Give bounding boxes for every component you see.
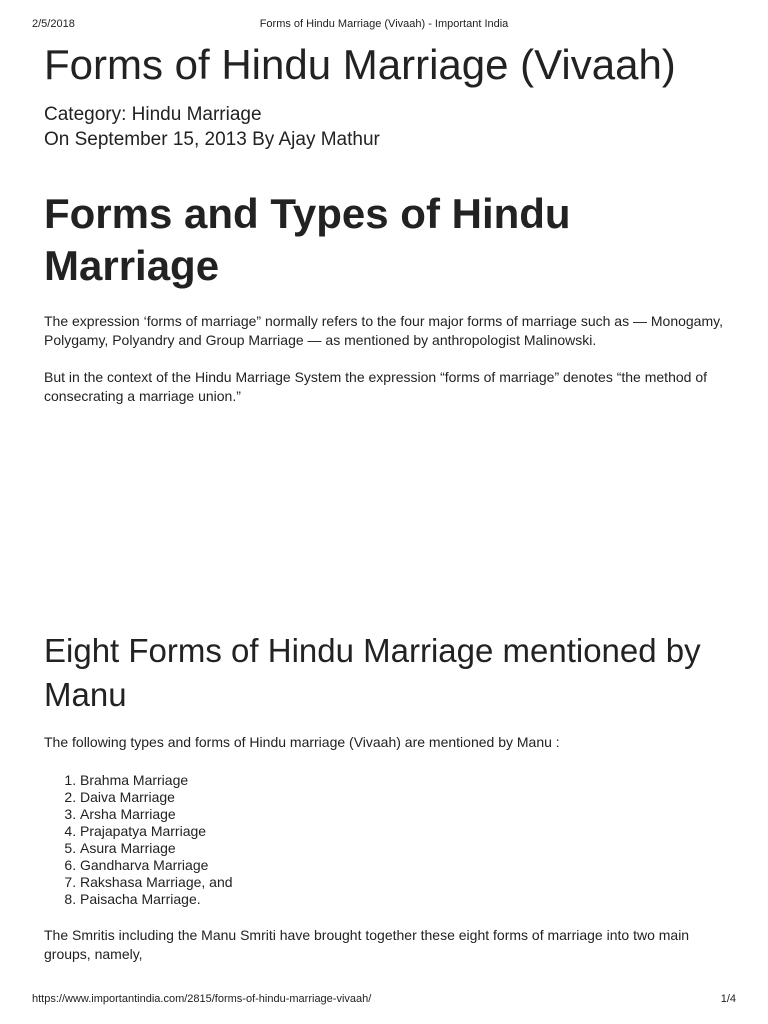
article-title: Forms of Hindu Marriage (Vivaah) xyxy=(44,41,676,88)
heading-forms-and-types: Forms and Types of Hindu Marriage xyxy=(44,190,571,290)
heading-eight-forms: Eight Forms of Hindu Marriage mentioned by Manu xyxy=(44,632,701,714)
list-item: 8. Paisacha Marriage. xyxy=(80,891,734,908)
list-item: 3. Arsha Marriage xyxy=(80,806,734,823)
paragraph-forms-definition: The expression ‘forms of marriage” normally refers to the four major forms of marriage such as — Monogamy, Polygamy, Polyandry and Group Marriage — as mentioned by anthropologist Malinowski. xyxy=(44,313,723,349)
article-meta xyxy=(44,102,734,152)
list-item: 1. Brahma Marriage xyxy=(80,772,734,789)
print-url: https://www.importantindia.com/2815/forms-of-hindu-marriage-vivaah/ xyxy=(32,993,372,1005)
article-byline: On September 15, 2013 By Ajay Mathur xyxy=(44,129,380,151)
paragraph-hindu-context: But in the context of the Hindu Marriage System the expression “forms of marriage” denotes “the method of consecrating a marriage union.” xyxy=(44,369,707,405)
print-footer xyxy=(0,993,768,1009)
paragraph-smritis-groups: The Smritis including the Manu Smriti have brought together these eight forms of marriage into two main groups, namely, xyxy=(44,927,690,963)
print-page-title: Forms of Hindu Marriage (Vivaah) - Important India xyxy=(259,18,509,30)
article-content xyxy=(44,40,734,964)
marriage-forms-list xyxy=(44,772,734,908)
list-item: 6. Gandharva Marriage xyxy=(80,857,734,874)
article-category: Category: Hindu Marriage xyxy=(44,104,262,126)
list-item: 4. Prajapatya Marriage xyxy=(80,823,734,840)
paragraph-manu-intro: The following types and forms of Hindu marriage (Vivaah) are mentioned by Manu : xyxy=(44,734,560,751)
list-item: 5. Asura Marriage xyxy=(80,840,734,857)
list-item: 2. Daiva Marriage xyxy=(80,789,734,806)
page-number: 1/4 xyxy=(720,993,736,1005)
list-item: 7. Rakshasa Marriage, and xyxy=(80,874,734,891)
print-header xyxy=(0,18,768,34)
print-date: 2/5/2018 xyxy=(32,18,75,30)
